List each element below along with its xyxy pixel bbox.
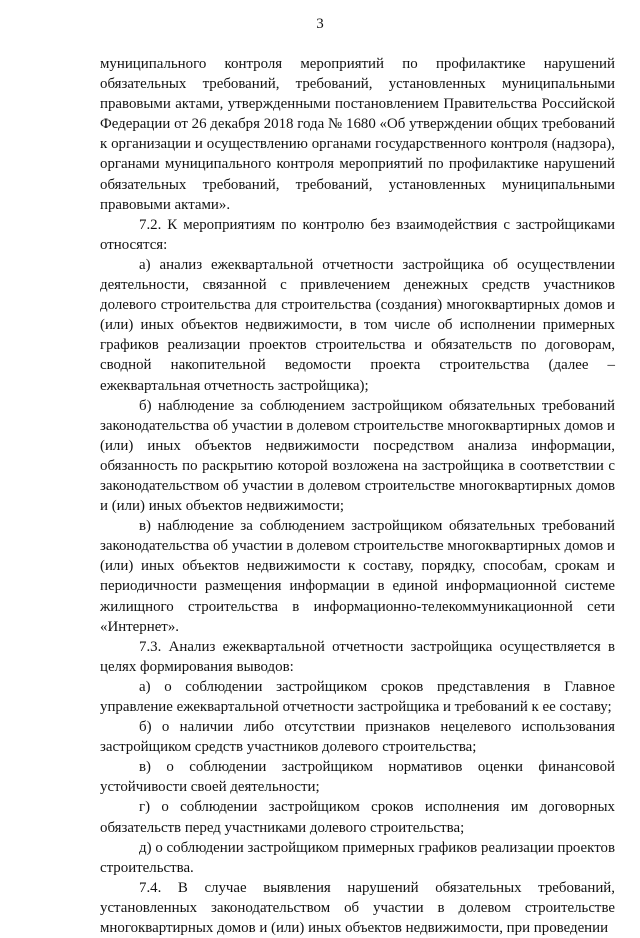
paragraph: в) о соблюдении застройщиком нормативов оценки финансовой устойчивости своей деятельности; xyxy=(100,759,615,796)
paragraph: в) наблюдение за соблюдением застройщиком обязательных требований законодательства об участии в долевом строительстве многоквартирных домов и (или) иных объектов недвижимости к составу, порядку, способам, срокам и периодичности размещения информации в единой информационной системе жилищного строительства в информационно-телекоммуникационной сети «Интернет». xyxy=(100,518,615,635)
paragraph: г) о соблюдении застройщиком сроков исполнения им договорных обязательств перед участниками долевого строительства; xyxy=(100,799,615,836)
paragraph: 7.2. К мероприятиям по контролю без взаимодействия с застройщиками относятся: xyxy=(100,216,615,253)
paragraph: д) о соблюдении застройщиком примерных графиков реализации проектов строительства. xyxy=(100,839,615,876)
paragraph: 7.3. Анализ ежеквартальной отчетности застройщика осуществляется в целях формирования выводов: xyxy=(100,638,615,675)
paragraph: 7.4. В случае выявления нарушений обязательных требований, установленных законодательством об участии в долевом строительстве многоквартирных домов и (или) иных объектов недвижимости, при проведении xyxy=(100,879,615,937)
document-body xyxy=(100,54,615,938)
paragraph: б) наблюдение за соблюдением застройщиком обязательных требований законодательства об участии в долевом строительстве многоквартирных домов и (или) иных объектов недвижимости посредством анализа информации, обязанность по раскрытию которой возложена на застройщика в соответствии с законодательством об участии в долевом строительстве многоквартирных домов и (или) иных объектов недвижимости; xyxy=(100,397,615,515)
paragraph: муниципального контроля мероприятий по профилактике нарушений обязательных требований, требований, установленных муниципальными правовыми актами, утвержденными постановлением Правительства Российской Федерации от 26 декабря 2018 года № 1680 «Об утверждении общих требований к организации и осуществлению органами государственного контроля (надзора), органами муниципального контроля мероприятий по профилактике нарушений обязательных требований, требований, установленных муниципальными правовыми актами». xyxy=(100,56,615,213)
paragraph: б) о наличии либо отсутствии признаков нецелевого использования застройщиком средств участников долевого строительства; xyxy=(100,719,615,756)
paragraph: а) анализ ежеквартальной отчетности застройщика об осуществлении деятельности, связанной с привлечением денежных средств участников долевого строительства для строительства (создания) многоквартирных домов и (или) иных объектов недвижимости, в том числе об исполнении примерных графиков реализации проектов строительства и обязательств по договорам, сводной накопительной ведомости проекта строительства (далее – ежеквартальная отчетность застройщика); xyxy=(100,256,615,394)
paragraph: а) о соблюдении застройщиком сроков представления в Главное управление ежеквартальной отчетности застройщика и требований к ее составу; xyxy=(100,678,615,715)
page-number: 3 xyxy=(316,16,324,32)
